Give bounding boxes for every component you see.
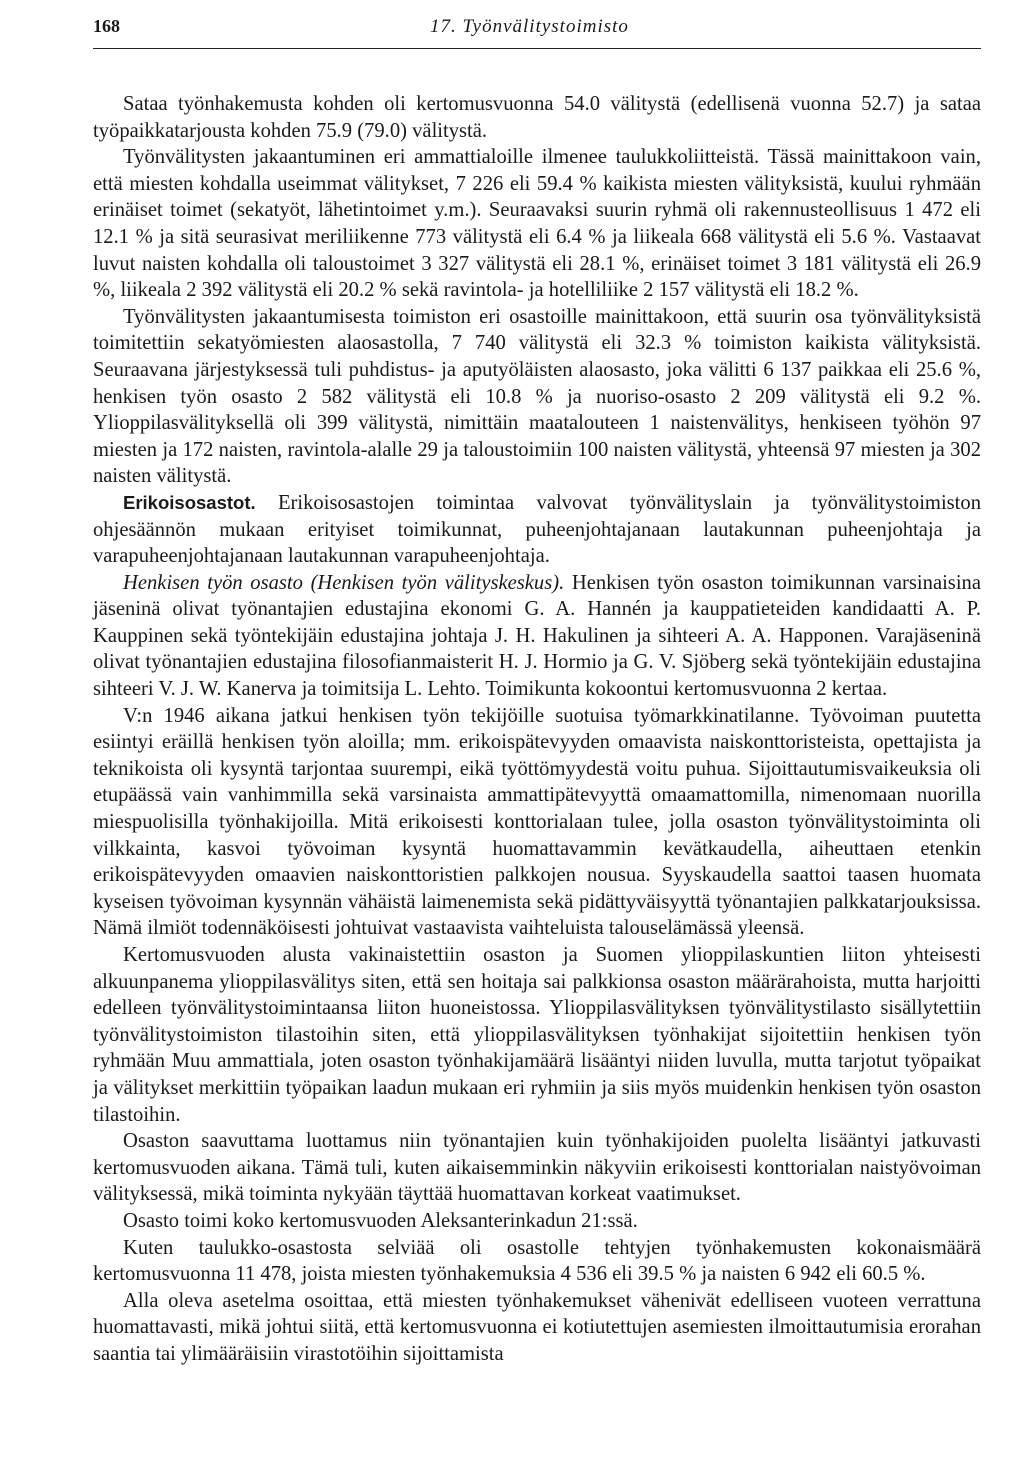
section-paragraph — [93, 490, 981, 570]
header-rule — [93, 48, 981, 49]
paragraph: Osasto toimi koko kertomusvuoden Aleksanterinkadun 21:ssä. — [123, 1209, 638, 1232]
paragraph: Osaston saavuttama luottamus niin työnantajien kuin työnhakijoiden puolelta lisääntyi jatkuvasti kertomusvuoden aikana. Tämä tuli, kuten aikaisemminkin näkyviin erikoisesti konttorialan naistyövoiman välityksessä, mikä toiminta nykyään täyttää huomattavan korkeat vaatimukset. — [93, 1130, 981, 1206]
paragraph: Sataa työnhakemusta kohden oli kertomusvuonna 54.0 välitystä (edellisenä vuonna 52.7) ja sataa työpaikkatarjousta kohden 75.9 (79.0) välitystä. — [93, 93, 981, 142]
subsection-heading: Henkisen työn osasto (Henkisen työn välityskeskus). — [123, 571, 565, 594]
paragraph-text: Erikoisosastojen toimintaa valvovat työnvälityslain ja työnvälitystoimiston ohjesäännön mukaan erityiset toimikunnat, puheenjohtajanaan lautakunnan puheenjohtaja ja varapuheenjohtajanaan lautakunnan varapuheenjohtaja. — [93, 491, 981, 568]
paragraph: Kertomusvuoden alusta vakinaistettiin osaston ja Suomen ylioppilaskuntien liiton yhteisesti alkuunpanema ylioppilasvälitys siten, että sen hoitaja sai palkkionsa osaston määrärahoista, mutta harjoitti edelleen työnvälitystoimintaansa liiton huoneistossa. Ylioppilasvälityksen työnvälitystilasto sisällytettiin työnvälitystoimiston tilastoihin siten, että ylioppilasvälityksen työnhakijat sijoitettiin henkisen työn ryhmään Muu ammattiala, joten osaston työnhakijamäärä lisääntyi niiden luvulla, mutta tarjotut työpaikat ja välitykset merkittiin työpaikan laadun mukaan eri ryhmiin ja siis myös muidenkin henkisen työn osaston tilastoihin. — [93, 944, 981, 1126]
page-number: 168 — [93, 16, 120, 36]
paragraph: Työnvälitysten jakaantumisesta toimiston eri osastoille mainittakoon, että suurin osa työnvälityksistä toimitettiin sekatyömiesten alaosastolla, 7 740 välitystä eli 32.3 % toimiston kaikista välityksistä. Seuraavana järjestyksessä tuli puhdistus- ja aputyöläisten alaosasto, joka välitti 6 137 paikkaa eli 25.6 %, henkisen työn osasto 2 582 välitystä eli 10.8 % ja nuoriso-osasto 2 209 välitystä eli 9.2 %. Ylioppilasvälityksellä oli 399 välitystä, nimittäin maatalouteen 1 naistenvälitys, henkiseen työhön 97 miesten ja 172 naisten, ravintola-alalle 29 ja taloustoimiin 100 naisten välitystä, yhteensä 97 miesten ja 302 naisten välitystä. — [93, 305, 981, 488]
running-title: 17. Työnvälitystoimisto — [430, 16, 629, 37]
paragraph: V:n 1946 aikana jatkui henkisen työn tekijöille suotuisa työmarkkinatilanne. Työvoiman puutetta esiintyi eräillä henkisen työn aloilla; mm. erikoispätevyyden omaavista naiskonttoristeista, opettajista ja teknikoista oli kysyntä tarjontaa suurempi, eikä työttömyydestä voitu puhua. Sijoittautumisvaikeuksia oli etupäässä vain vanhimmilla sekä varsinaista ammattipätevyyttä omaamattomilla, nimenomaan nuorilla miespuolisilla työnhakijoilla. Mitä erikoisesti konttorialaan tulee, jolla osaston työnvälitystoiminta oli vilkkainta, kasvoi työvoiman kysyntä huomattavammin kevätkaudella, aiheuttaen etenkin erikoispätevyyden omaavien naiskonttoristien palkkojen nousua. Syyskaudella saattoi taasen huomata kyseisen työvoiman kysynnän vähäistä laimenemista sekä pidättyväisyyttä työnantajien palkkatarjouksissa. Nämä ilmiöt todennäköisesti johtuivat vastaavista vaihteluista talouselämässä yleensä. — [93, 704, 981, 940]
paragraph: Kuten taulukko-osastosta selviää oli osastolle tehtyjen työnhakemusten kokonaismäärä kertomusvuonna 11 478, joista miesten työnhakemuksia 4 536 eli 39.5 % ja naisten 6 942 eli 60.5 %. — [93, 1236, 981, 1286]
paragraph: Työnvälitysten jakaantuminen eri ammattialoille ilmenee taulukkoliitteistä. Tässä mainittakoon vain, että miesten kohdalla useimmat välitykset, 7 226 eli 59.4 % kaikista miesten välityksistä, kuului ryhmään erinäiset toimet (sekatyöt, lähetintoimet y.m.). Seuraavaksi suurin ryhmä oli rakennusteollisuus 1 472 eli 12.1 % ja sitä seurasivat meriliikenne 773 välitystä eli 6.4 % ja liikeala 668 välitystä eli 5.6 %. Vastaavat luvut naisten kohdalla oli taloustoimet 3 327 välitystä eli 28.1 %, erinäiset toimet 3 181 välitystä eli 26.9 %, liikeala 2 392 välitystä eli 20.2 % sekä ravintola- ja hotelliliike 2 157 välitystä eli 18.2 %. — [93, 146, 981, 302]
section-paragraph — [93, 570, 981, 703]
paragraph-text: Henkisen työn osaston toimikunnan varsinaisina jäseninä olivat työnantajien edustajina ekonomi G. A. Hannén ja kauppatieteiden kandidaatti A. P. Kauppinen sekä työntekijäin edustajina johtaja J. H. Hakulinen ja sihteeri A. A. Happonen. Varajäseninä olivat työnantajien edustajina filosofianmaisterit H. J. Hormio ja G. V. Sjöberg sekä työntekijäin edustajina sihteeri V. J. W. Kanerva ja toimitsija L. Lehto. Toimikunta kokoontui kertomusvuonna 2 kertaa. — [93, 571, 981, 701]
page-header — [93, 14, 981, 58]
paragraph: Alla oleva asetelma osoittaa, että miesten työnhakemukset vähenivät edelliseen vuoteen verrattuna huomattavasti, mikä johtui siitä, että kertomusvuonna ei kotiutettujen asemiesten ilmoittautumisia erorahan saantia tai ylimääräisiin virastotöihin sijoittamista — [93, 1289, 981, 1365]
section-heading: Erikoisosastot. — [123, 491, 256, 513]
document-body — [93, 91, 981, 1368]
